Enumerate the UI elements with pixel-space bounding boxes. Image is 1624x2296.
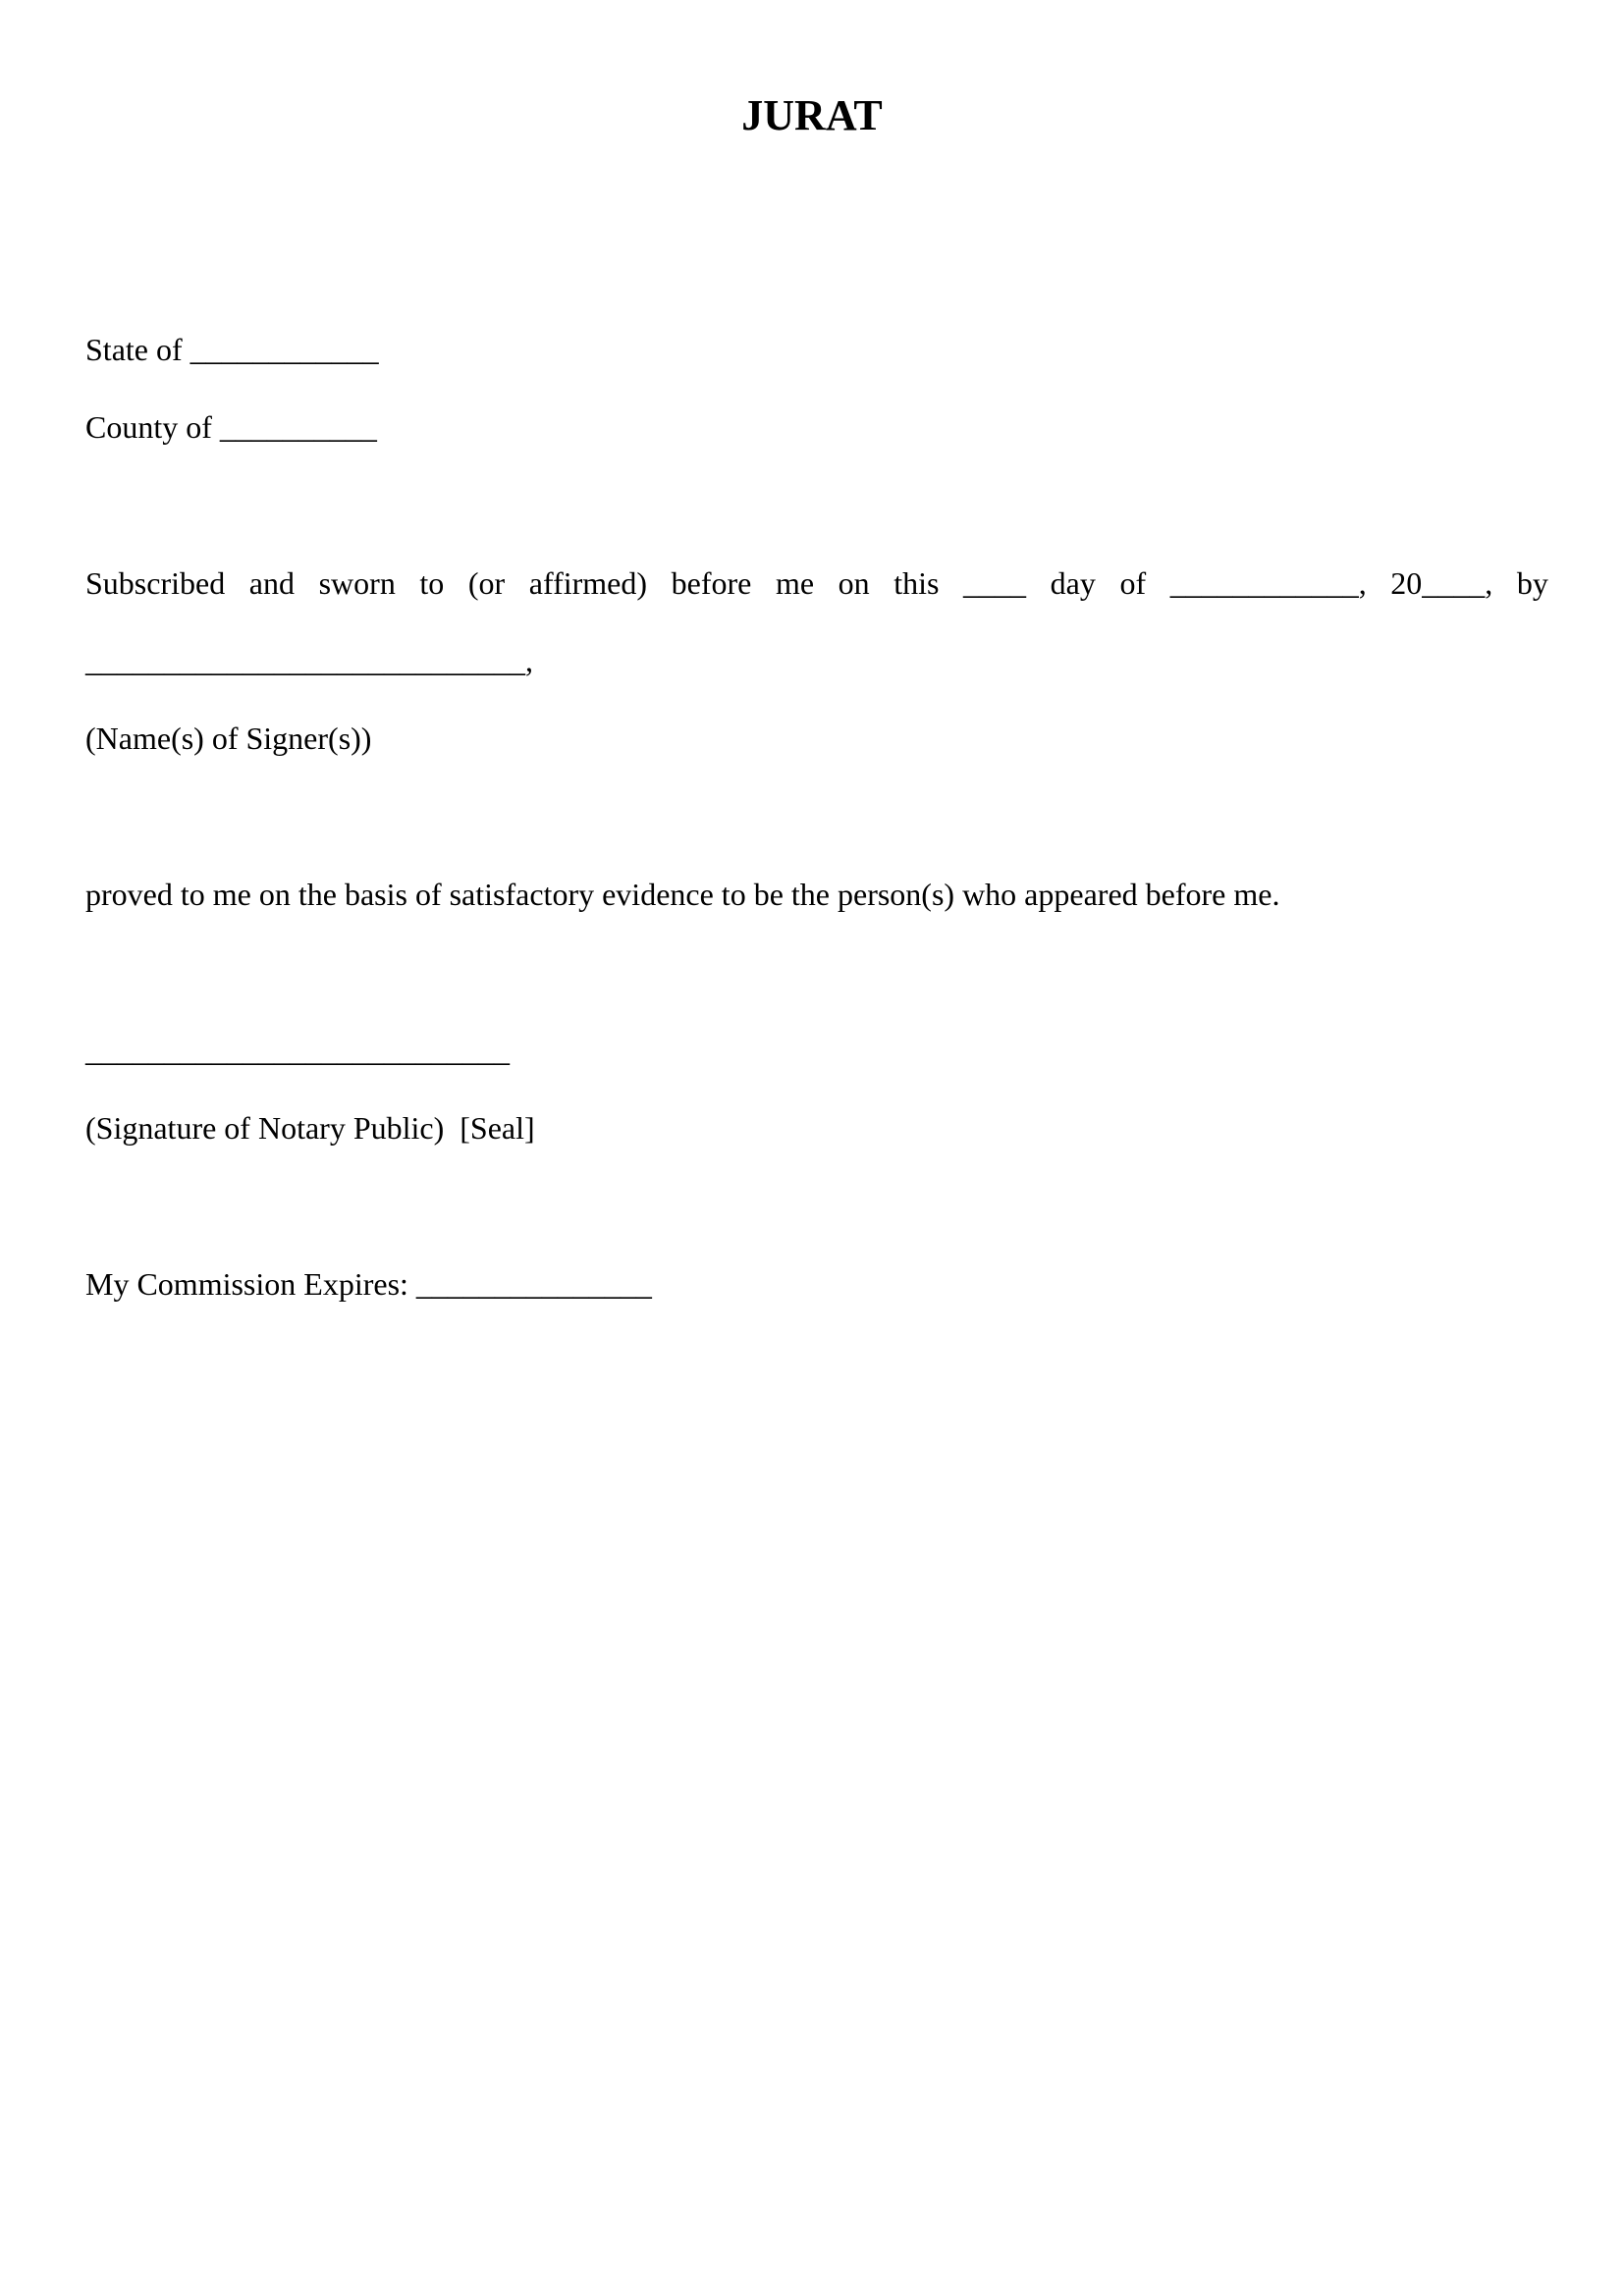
subscribed-word: sworn [318, 565, 396, 601]
notary-signature-caption: (Signature of Notary Public) [Seal] [85, 1110, 535, 1146]
subscribed-word: and [248, 565, 295, 601]
subscribed-word: on [838, 565, 870, 601]
subscribed-word: affirmed) [528, 565, 648, 601]
county-line: County of __________ [85, 409, 377, 445]
proved-statement: proved to me on the basis of satisfactory evidence to be the person(s) who appeared before me. [85, 877, 1280, 912]
subscribed-word: ____________, [1169, 565, 1367, 601]
subscribed-word: of [1119, 565, 1147, 601]
subscribed-word: ____ [963, 565, 1027, 601]
signer-blank-line: ____________________________, [85, 643, 533, 678]
subscribed-sworn-line [85, 561, 1548, 605]
subscribed-word: before [671, 565, 752, 601]
subscribed-word: day [1050, 565, 1096, 601]
signer-name-caption: (Name(s) of Signer(s)) [85, 721, 372, 756]
state-line: State of ____________ [85, 332, 379, 367]
subscribed-word: Subscribed [85, 565, 226, 601]
subscribed-word: to [419, 565, 445, 601]
subscribed-word: me [775, 565, 815, 601]
document-title: JURAT [741, 91, 883, 139]
subscribed-word: this [893, 565, 940, 601]
subscribed-word: by [1516, 565, 1548, 601]
subscribed-word: (or [467, 565, 506, 601]
subscribed-word: 20____, [1390, 565, 1493, 601]
notary-signature-line: ___________________________ [85, 1033, 510, 1068]
commission-expires-line: My Commission Expires: _______________ [85, 1266, 652, 1302]
